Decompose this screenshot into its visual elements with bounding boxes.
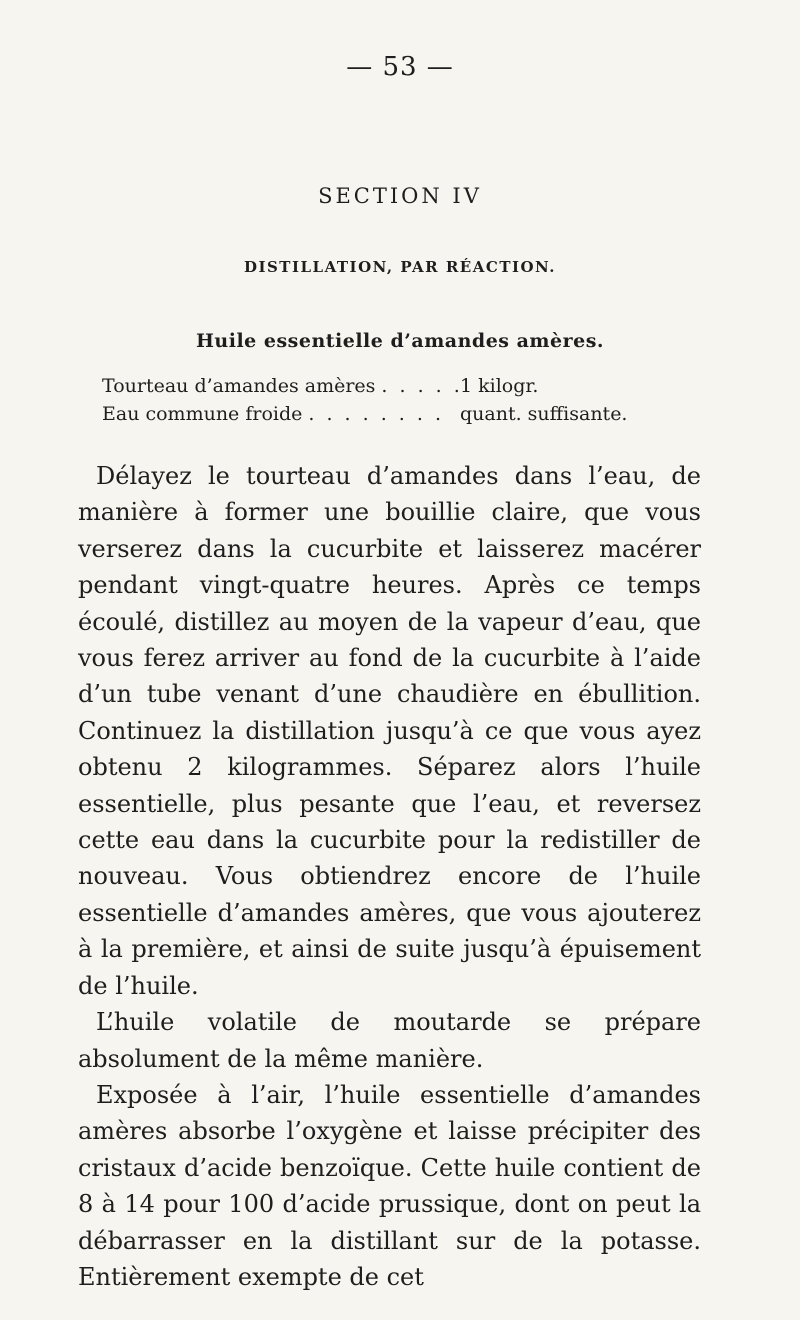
recipe-title: Huile essentielle d’amandes amères. <box>195 330 605 352</box>
leader-dots: . . . . . . . . <box>308 403 444 425</box>
ingredient-quantity: 1 kilogr. <box>460 375 539 397</box>
ingredient-quantity: quant. suffisante. <box>460 403 628 425</box>
paragraph: Exposée à l’air, l’huile essentielle d’amandes amères absorbe l’oxygène et laisse précipiter des cristaux d’acide benzoïque. Cette huile contient de 8 à 14 pour 100 d’acide prussique, dont on peut la débarrasser en la distillant sur de la potasse. Entièrement exempte de cet <box>78 1080 701 1291</box>
ingredient-name: Eau commune froide <box>102 403 303 425</box>
paragraph: L’huile volatile de moutarde se prépare absolument de la même manière. <box>78 1008 701 1073</box>
ingredient-list <box>102 372 682 428</box>
leader-dots: . . . . . <box>381 375 463 397</box>
section-title: SECTION IV <box>318 184 482 208</box>
ingredient-name: Tourteau d’amandes amères <box>102 375 376 397</box>
paragraph: Délayez le tourteau d’amandes dans l’eau, de manière à former une bouillie claire, que vous verserez dans la cucurbite et laisserez macérer pendant vingt-quatre heures. Après ce temps écoulé, distillez au moyen de la vapeur d’eau, que vous ferez arriver au fond de la cucurbite à l’aide d’un tube venant d’une chaudière en ébullition. Continuez la distillation jusqu’à ce que vous ayez obtenu 2 kilogrammes. Séparez alors l’huile essentielle, plus pesante que l’eau, et reversez cette eau dans la cucurbite pour la redistiller de nouveau. Vous obtiendrez encore de l’huile essentielle d’amandes amères, que vous ajouterez à la première, et ainsi de suite jusqu’à épuisement de l’huile. <box>78 462 701 1000</box>
ingredient-row <box>102 372 682 400</box>
ingredient-row <box>102 400 682 428</box>
body-text <box>78 458 701 1295</box>
page-number: — 53 — <box>346 52 454 82</box>
subsection-title: DISTILLATION, PAR RÉACTION. <box>243 258 557 276</box>
